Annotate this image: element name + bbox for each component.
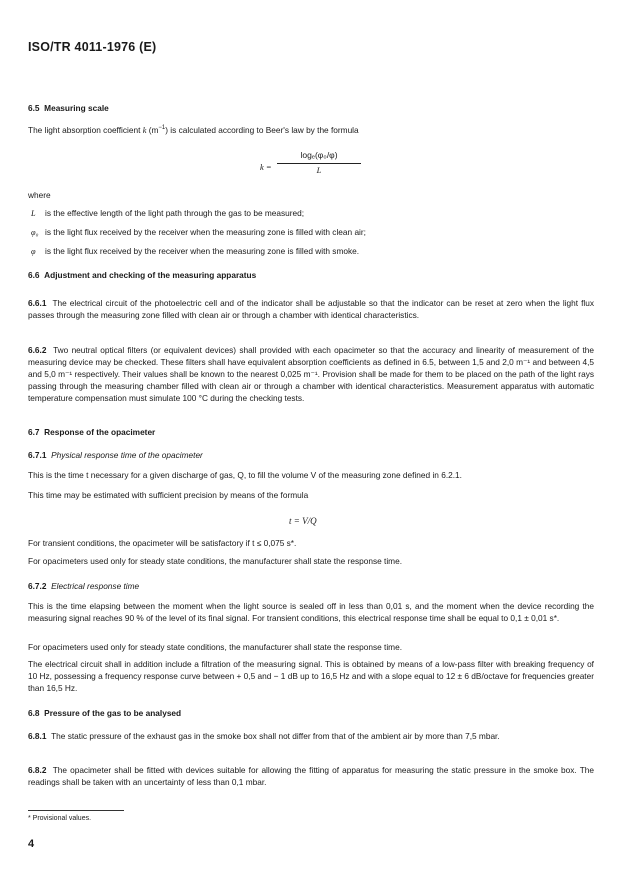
section-6-5-heading: [28, 103, 109, 113]
paragraph-6-8-2: 6.8.2 The opacimeter shall be fitted with devices suitable for allowing the fitting of apparatus for measuring the static pressure in the smoke box. The readings shall be taken with an uncertainty of less than 0,1 mbar.: [28, 765, 594, 787]
section-title: Measuring scale: [44, 103, 109, 113]
formula-numerator: logₑ(φ₀/φ): [300, 150, 338, 160]
paragraph-6-7-2-b: For opacimeters used only for steady state conditions, the manufacturer shall state the response time.: [28, 642, 403, 652]
document-header: ISO/TR 4011-1976 (E): [28, 40, 157, 54]
definition-item: φ₀ is the light flux received by the receiver when the measuring zone is filled with clean air;: [31, 227, 366, 237]
section-6-5-intro: The light absorption coefficient k $(m^{-1})$ is calculated according to Beer's law by the formula: [28, 124, 359, 135]
footnote-rule: [28, 810, 124, 811]
page-number: 4: [28, 838, 35, 850]
paragraph-6-7-1-a: This is the time t necessary for a given discharge of gas, Q, to fill the volume V of the measuring zone defined in 6.2.1.: [28, 470, 462, 480]
where-label: where: [28, 190, 51, 200]
subsection-6-7-2-heading: 6.7.2 Electrical response time: [28, 581, 140, 591]
paragraph-6-7-1-b: This time may be estimated with sufficient precision by means of the formula: [28, 490, 309, 500]
paragraph-6-7-2-c: The electrical circuit shall in addition include a filtration of the measuring signal. This is obtained by means of a low-pass filter with breaking frequency of 10 Hz, possessing a frequency response curve between + 0,5 and − 1 dB up to 16,5 Hz and with a slope equal to 12 ± 6 dB/octave for frequencies greater than 16,5 Hz.: [28, 659, 594, 693]
footnote: * Provisional values.: [28, 815, 92, 822]
paragraph-6-6-1: 6.6.1 The electrical circuit of the photoelectric cell and of the indicator shall be adjustable so that the indicator can be reset at zero when the light flux passes through the measuring zone filled with clean air or through a chamber with identical characteristics.: [28, 298, 594, 320]
paragraph-6-7-2-a: This is the time elapsing between the moment when the light source is sealed off in less than 0,01 s, and the moment when the device recording the measuring signal reaches 90 % of the level of its final signal. For transient conditions, this electrical response time shall be equal to 0,1 ± 0,01 s*.: [28, 601, 594, 623]
section-6-7-heading: 6.7 Response of the opacimeter: [28, 427, 156, 437]
beer-law-formula: [260, 150, 380, 186]
section-6-6-heading: 6.6 Adjustment and checking of the measuring apparatus: [28, 270, 257, 280]
paragraph-6-7-1-c: For transient conditions, the opacimeter will be satisfactory if t ≤ 0,075 s*.: [28, 538, 297, 548]
response-time-formula: t = V/Q: [289, 516, 317, 526]
formula-denominator: L: [316, 165, 322, 175]
definition-item: L is the effective length of the light path through the gas to be measured;: [31, 208, 305, 218]
section-number: 6.5: [28, 103, 40, 113]
paragraph-6-7-1-d: For opacimeters used only for steady state conditions, the manufacturer shall state the response time.: [28, 556, 403, 566]
paragraph-6-6-2: 6.6.2 Two neutral optical filters (or equivalent devices) shall provided with each opacimeter so that the accuracy and linearity of measurement of the measuring device may be checked. These filters shall have equivalent absorption coefficients as defined in 6.5, between 1,5 and 2,0 m⁻¹ and between 4,5 and 5,0 m⁻¹ respectively. Their values shall be known to the nearest 0,025 m⁻¹. Provision shall be made for them to be placed on the path of the light rays passing through the measuring chamber filled with clean air or through a chamber with identical characteristics. Measurement apparatus with automatic temperature compensation must simulate 100 °C during the checking tests.: [28, 345, 594, 403]
section-6-8-heading: 6.8 Pressure of the gas to be analysed: [28, 708, 182, 718]
subsection-6-7-1-heading: 6.7.1 Physical response time of the opacimeter: [28, 450, 203, 460]
definition-item: φ is the light flux received by the receiver when the measuring zone is filled with smoke.: [31, 246, 360, 256]
fraction-bar: [277, 163, 361, 164]
paragraph-6-8-1: 6.8.1 The static pressure of the exhaust gas in the smoke box shall not differ from that of the ambient air by more than 7,5 mbar.: [28, 731, 500, 741]
formula-lhs: k =: [260, 162, 272, 172]
